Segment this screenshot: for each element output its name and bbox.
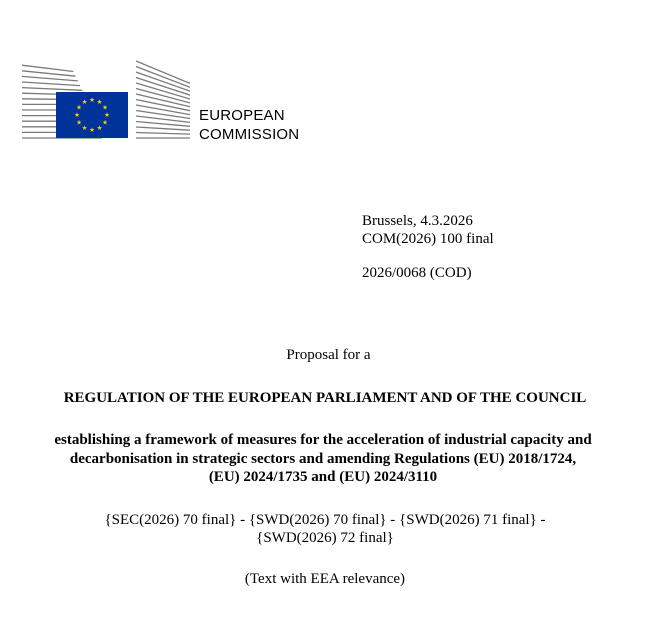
eu-star-icon: ★ xyxy=(104,111,110,120)
subject-line-2: decarbonisation in strategic sectors and amending Regulations (EU) 2018/1724, xyxy=(69,450,577,467)
eu-star-icon: ★ xyxy=(96,98,103,107)
eu-star-icon: ★ xyxy=(76,103,82,112)
eu-star-icon: ★ xyxy=(76,118,82,127)
document-subject xyxy=(10,431,636,487)
document-meta xyxy=(362,212,494,282)
document-references xyxy=(40,511,610,547)
eu-star-icon: ★ xyxy=(89,96,95,105)
eu-star-icon: ★ xyxy=(81,98,88,107)
procedure-number: 2026/0068 (COD) xyxy=(362,265,472,281)
european-commission-logo xyxy=(22,56,190,142)
eu-star-icon: ★ xyxy=(102,118,108,127)
eu-star-icon: ★ xyxy=(96,124,103,133)
organisation-name xyxy=(199,106,299,144)
com-number: COM(2026) 100 final xyxy=(362,231,494,247)
commission-logo-icon xyxy=(22,56,190,142)
eu-star-icon: ★ xyxy=(81,124,88,133)
eu-star-icon: ★ xyxy=(102,103,108,112)
document-type: REGULATION OF THE EUROPEAN PARLIAMENT AND OF THE COUNCIL xyxy=(63,390,587,406)
references-line-1: {SEC(2026) 70 final} - {SWD(2026) 70 final} - {SWD(2026) 71 final} - xyxy=(104,512,546,528)
building-lines-right-icon xyxy=(136,61,190,138)
references-line-2: {SWD(2026) 72 final} xyxy=(256,530,394,546)
org-name-line2: COMMISSION xyxy=(199,126,300,143)
eu-star-icon: ★ xyxy=(89,126,95,135)
eu-star-icon: ★ xyxy=(74,111,80,120)
subject-line-1: establishing a framework of measures for the acceleration of industrial capacity and xyxy=(54,432,592,448)
subject-line-3: (EU) 2024/1735 and (EU) 2024/3110 xyxy=(208,469,438,485)
eea-relevance: (Text with EEA relevance) xyxy=(244,571,406,587)
proposal-label: Proposal for a xyxy=(286,347,371,363)
place-date: Brussels, 4.3.2026 xyxy=(362,213,473,229)
org-name-line1: EUROPEAN xyxy=(199,107,285,124)
